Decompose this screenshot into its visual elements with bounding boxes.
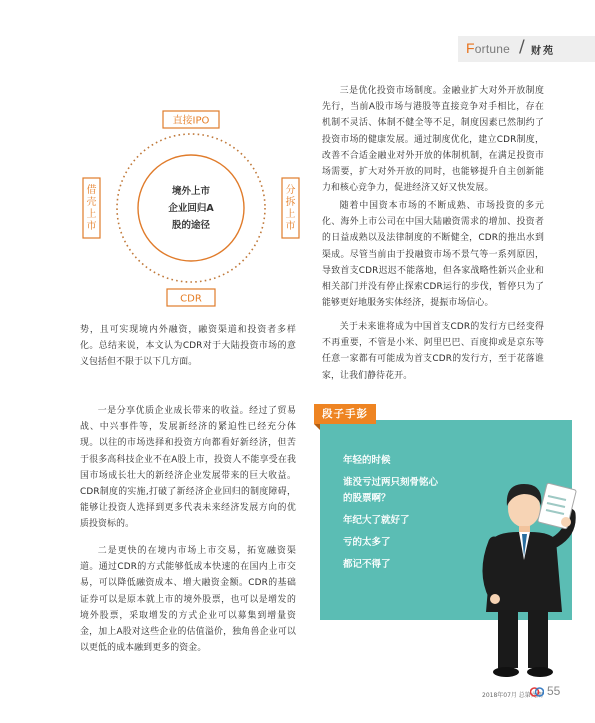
issue-info: 2018年07月 总第九期 [482,692,543,699]
left-paragraph-1: 势，且可实现境内外融资，融资渠道和投资者多样化。总结来说，本文认为CDR对于大陆投资市场的意义包括但不限于以下几方面。 [80,325,296,368]
joke-line-4: 年纪大了就好了 [343,515,410,526]
ipo-paths-diagram [78,108,304,308]
node-cdr: CDR [180,293,202,305]
right-paragraph-2: 随着中国资本市场的不断成熟、市场投资的多元化、海外上市公司在中国大陆融资需求的增加、投资者的日益成熟以及法律制度的不断健全，CDR的推出水到渠成。尽管当前由于投融资市场不景气等一系列原因，导致首支CDR迟迟不能落地，但各家战略性新兴企业和相关部门并没有停止探索CDR运行的步伐，暂停只为了能够更好地服务实体经济，提振市场信心。 [322,201,544,309]
magazine-logo-icon [530,686,544,698]
joke-line-6: 都记不得了 [343,559,391,570]
joke-line-2: 谁没亏过两只刻骨铭心 [343,477,439,488]
brand-rest: ortune [474,42,510,56]
businessman-illustration [472,462,584,682]
joke-sidebar-label: 段子手彭 [314,404,376,424]
node-direct-ipo: 直接IPO [172,115,210,127]
header-divider: / [519,37,525,57]
magazine-brand [466,40,510,56]
joke-line-5: 亏的太多了 [343,537,391,548]
left-paragraph-3: 二是更快的在境内市场上市交易，拓宽融资渠道。通过CDR的方式能够低成本快速的在国内上市交易，可以降低融资成本、增大融资金额。CDR的基础证券可以是原本就上市的境外股票，也可以是增发的境外股票，采取增发的方式企业可以募集到增量资金，加上A股对这些企业的估值溢价，独角兽企业可以以更低的成本融到更多的资金。 [80,546,296,654]
joke-line-3: 的股票啊？ [343,493,391,504]
right-paragraph-3: 关于未来谁将成为中国首支CDR的发行方已经变得不再重要，不管是小米、阿里巴巴、百度抑或是京东等任意一家都有可能成为首支CDR的发行方，至于花落谁家，让我们静待花开。 [322,322,544,381]
diagram-center-line-3: 股的途径 [171,220,211,231]
right-paragraph-1: 三是优化投资市场制度。金融业扩大对外开放制度先行，当前A股市场与港股等直接竞争对手相比，存在机制不灵活、体制不健全等不足，制度因素已然制约了投资市场的健康发展。通过制度优化，建立CDR制度，改善不合适金融业对外开放的体制机制，在满足投资市场需要，扩大对外开放的同时，也能够提升自主创新能力和核心竞争力，促进经济又好又快发展。 [322,86,544,194]
joke-line-1: 年轻的时候 [343,455,391,466]
brand-initial: F [466,40,475,56]
node-backdoor-listing: 借壳上市 [86,185,97,232]
section-title: 财苑 [531,46,555,57]
diagram-center-line-2: 企业回归A [168,203,214,214]
diagram-center-line-1: 境外上市 [171,186,211,197]
node-spinoff-listing: 分拆上市 [285,185,296,232]
left-paragraph-2: 一是分享优质企业成长带来的收益。经过了贸易战、中兴事件等，发展新经济的紧迫性已经充分体现。以往的市场选择和投资方向都看好新经济，但苦于很多高科技企业不在A股上市，投资人不能享受在我国市场成长壮大的新经济企业发展带来的巨大收益。CDR制度的实施,打破了新经济企业回归的制度障碍，能够让投资人选择到更多代表未来经济发展方向的优质投资标的。 [80,406,296,530]
page-number: 55 [547,684,561,698]
